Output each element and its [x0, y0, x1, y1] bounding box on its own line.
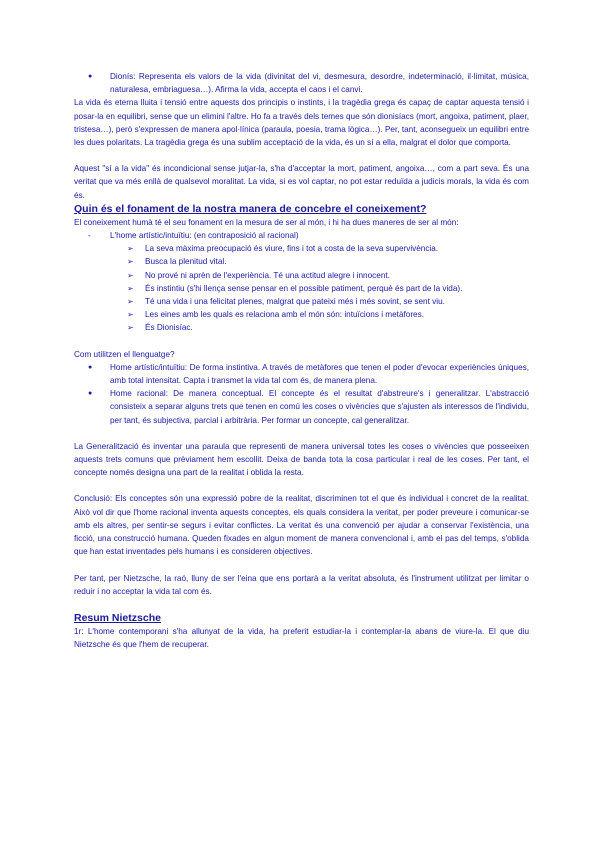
- arrow-bullet-icon: ➢: [127, 323, 134, 333]
- dionis-list: [74, 70, 529, 96]
- paragraph-conclusio: Conclusió: Els conceptes són una expressió pobre de la realitat, discriminen tot el que és individual i concret de la realitat. Això vol dir que l'home racional inventa aquests conceptes, els quals considera la veritat, per poder preveure i comunicar-se amb els altres, per sentir-se segurs i evitar conflictes. La veritat és una convenció per ajudar a conservar l'existència, una ficció, una construcció humana. Queden fixades en algun moment de manera convencional i, amb el pas del temps, s'oblida que han estat inventades pels humans i es consideren objectives.: [74, 494, 529, 557]
- arrow-item-text: És instintiu (s'hi llença sense pensar en el possible patiment, perquè és part de la vida).: [145, 283, 463, 293]
- dash-icon: -: [88, 231, 91, 241]
- dash-list: [74, 229, 529, 242]
- list-item: [74, 321, 529, 334]
- list-item: [74, 255, 529, 268]
- paragraph-coneixement: El coneixement humà té el seu fonament en la mesura de ser al món, i hi ha dues maneres de ser al món:: [74, 217, 459, 227]
- list-item: [74, 295, 529, 308]
- bullet-icon: ●: [88, 390, 93, 398]
- arrow-item-text: La seva màxima preocupació és viure, fins i tot a costa de la seva supervivència.: [145, 244, 439, 254]
- arrow-item-text: Busca la plenitud vital.: [145, 257, 227, 267]
- document-content: [74, 70, 529, 651]
- bullet-text: Home artístic/intuïtiu: De forma instintiva. A través de metàfores que tenen el poder d'evocar experiències úniques, amb total intensitat. Capta i transmet la vida tal com és, de manera plena.: [110, 362, 529, 386]
- list-item: [74, 70, 529, 96]
- arrow-list: [74, 242, 529, 334]
- list-item: [74, 282, 529, 295]
- list-item: [74, 269, 529, 282]
- paragraph-si-a-la-vida: Aquest "sí a la vida" és incondicional sense jutjar-la, s'ha d'acceptar la mort, patiment, angoixa…, com a part seva. És una veritat que va més enllà de qualsevol moralitat. La vida, si es vol captar, no pot estar reduïda a judicis morals, la vida és com és.: [74, 164, 529, 200]
- paragraph-lluita: La vida és eterna lluita i tensió entre aquests dos principis o instints, i la tragèdia grega és capaç de captar aquesta tensió i posar-la en equilibri, sense que un elimini l'altre. Ho fa a través dels temes que són dionisíacs (mort, angoixa, patiment, plaer, tristesa…), però s'expressen de manera apol·línica (paraula, poesia, trama lògica…). Per, tant, aconsegueix un equilibri entre les dues polaritats. La tragèdia grega és una sublim acceptació de la vida, és un sí a ella, malgrat el dolor que comporta.: [74, 98, 529, 148]
- arrow-bullet-icon: ➢: [127, 297, 134, 307]
- list-item: [74, 308, 529, 321]
- arrow-item-text: Té una vida i una felicitat plenes, malgrat que pateixi més i més sovint, se sent viu.: [145, 297, 445, 307]
- list-item: [74, 229, 529, 242]
- paragraph-rao: Per tant, per Nietzsche, la raó, lluny de ser l'eina que ens portarà a la veritat absoluta, és l'instrument utilitzat per limitar o reduir i no acceptar la vida tal com és.: [74, 573, 529, 596]
- list-item: [74, 242, 529, 255]
- bullet-text: Home racional: De manera conceptual. El concepte és el resultat d'abstreure's i generalitzar. L'abstracció consisteix a separar alguns trets que tenen en comú les coses o vivències que s'ajusten als interessos de l'individu, per tant, és subjectiva, parcial i arbitrària. Per formar un concepte, cal generalitzar.: [110, 389, 529, 425]
- arrow-bullet-icon: ➢: [127, 257, 134, 267]
- bullet-icon: ●: [88, 363, 93, 371]
- list-item: [74, 361, 529, 387]
- bullet-icon: ●: [88, 73, 93, 80]
- dionis-text: Dionís: Representa els valors de la vida (divinitat del vi, desmesura, desordre, indeterminació, il·limitat, música, naturalesa, embriaguesa…). Afirma la vida, accepta el caos i el canvi.: [110, 72, 529, 95]
- arrow-item-text: És Dionisíac.: [145, 323, 193, 333]
- arrow-bullet-icon: ➢: [127, 244, 134, 254]
- paragraph-resum: 1r: L'home contemporani s'ha allunyat de la vida, ha preferit estudiar-la i contemplar-la abans de viure-la. El que diu Nietzsche és que l'hem de recuperar.: [74, 626, 529, 650]
- dash-item-text: L'home artístic/intuïtiu: (en contraposició al racional): [110, 231, 299, 241]
- section-heading-resum: Resum Nietzsche: [74, 611, 161, 624]
- arrow-bullet-icon: ➢: [127, 270, 134, 280]
- question-llenguatge: Com utilitzen el llenguatge?: [74, 349, 175, 359]
- llenguatge-list: [74, 361, 529, 427]
- arrow-item-text: Les eines amb les quals es relaciona amb el món són: intuïcions i metàfores.: [145, 310, 424, 320]
- paragraph-generalitzacio: La Generalització és inventar una paraula que representi de manera universal totes les coses o vivències que posseeixen aquests trets comuns que prèviament hem escollit. Deixa de banda tota la cosa particular i real de les coses. Per tant, el concepte només designa una part de la realitat i oblida la resta.: [74, 441, 529, 478]
- arrow-item-text: No prové ni aprèn de l'experiència. Té una actitud alegre i innocent.: [145, 270, 390, 280]
- arrow-bullet-icon: ➢: [127, 283, 134, 293]
- arrow-bullet-icon: ➢: [127, 310, 134, 320]
- section-heading-fonament: Quin és el fonament de la nostra manera de concebre el coneixement?: [74, 202, 427, 215]
- list-item: [74, 387, 529, 427]
